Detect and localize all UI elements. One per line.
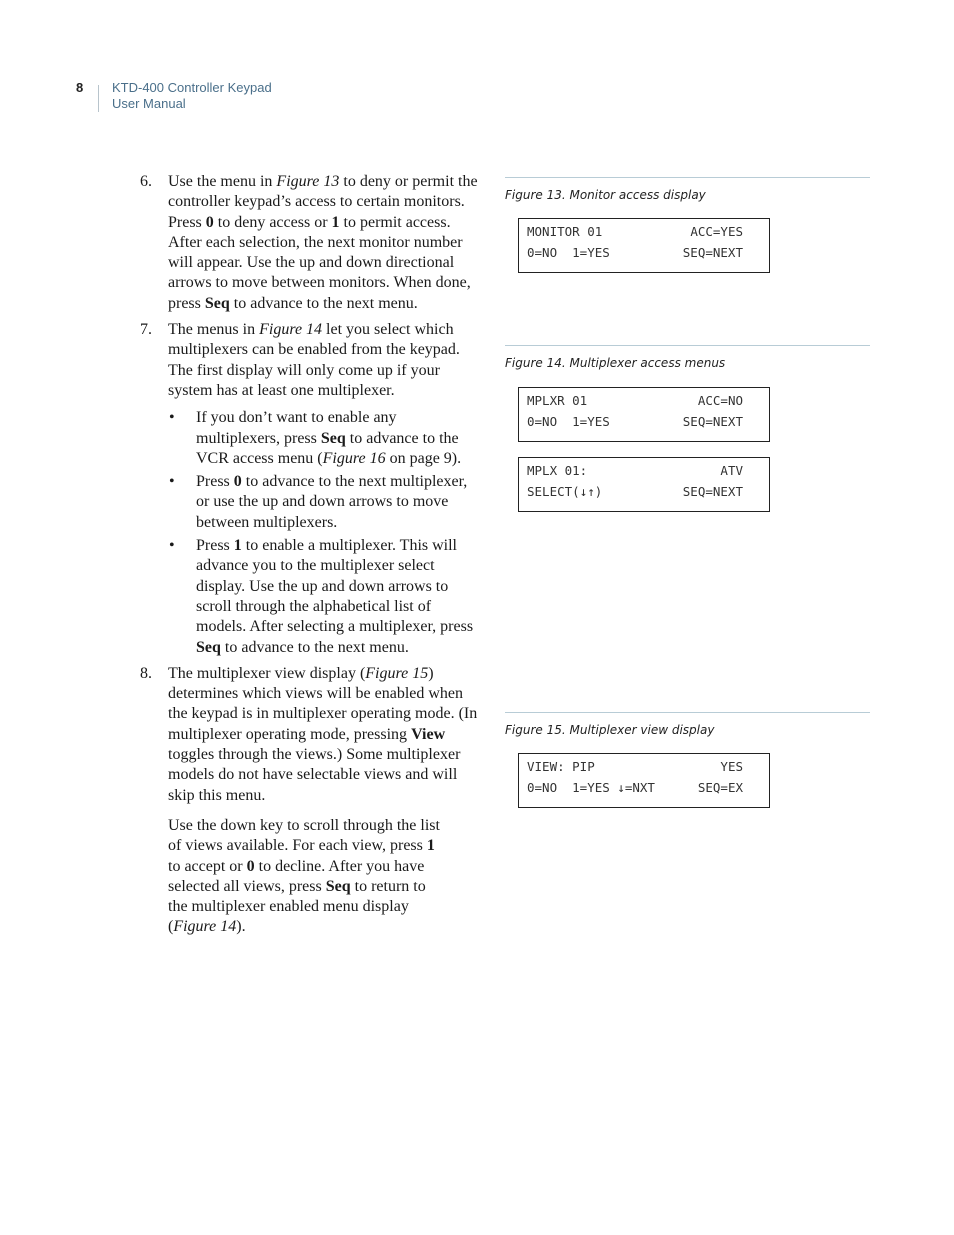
lcd-line-2 xyxy=(527,482,743,503)
bullet-marker: • xyxy=(169,537,175,555)
lcd-text: ACC=YES xyxy=(690,224,743,239)
body-text xyxy=(138,172,483,938)
lcd-text: 0=NO 1=YES ↓=NXT xyxy=(527,780,655,795)
figure-15-caption: Figure 15. Multiplexer view display xyxy=(505,723,715,737)
multiplexer-view-display xyxy=(518,753,770,808)
bullet-item xyxy=(168,408,483,469)
lcd-text: 0=NO 1=YES xyxy=(527,414,610,429)
bullet-marker: • xyxy=(169,409,175,427)
step-text: to permit access. After each selection, the next monitor number will appear. Use the up and down directional arrows to move between monitors. When done, press xyxy=(168,213,471,312)
bullet-text: to enable a multiplexer. This will advance you to the multiplexer select display. Use the up and down arrows to scroll through the alphabetical list of models. After selecting a multiplexer, press xyxy=(196,537,474,636)
lcd-text: ATV xyxy=(720,463,743,478)
lcd-text: VIEW: PIP xyxy=(527,759,595,774)
bullet-text: to advance to the next menu. xyxy=(220,638,409,656)
step-text: to deny or permit the controller keypad’s access to certain monitors. Press xyxy=(168,173,478,231)
step-text: to advance to the next menu. xyxy=(229,294,418,312)
lcd-text: SEQ=EX xyxy=(697,780,743,795)
lcd-text: 0=NO 1=YES xyxy=(527,245,610,260)
lcd-line-2 xyxy=(527,412,743,433)
step-8 xyxy=(138,664,483,806)
step-text: toggles through the views.) Some multiplexer models do not have selectable views and will skip this menu. xyxy=(168,746,461,804)
key-label: 1 xyxy=(426,837,435,855)
paragraph-text: to accept or xyxy=(168,857,247,875)
step-number: 7. xyxy=(140,321,152,339)
lcd-line-1 xyxy=(527,461,743,482)
bullet-text: Press xyxy=(196,473,234,491)
lcd-text: MPLXR 01 xyxy=(527,393,588,408)
bullet-text: Press xyxy=(196,537,234,555)
lcd-text: ACC=NO xyxy=(697,393,743,408)
step-number: 8. xyxy=(140,664,152,682)
lcd-text: MONITOR 01 xyxy=(527,224,603,239)
step-text: ) determines which views will be enabled when the keypad is in multiplexer operating mode. (In multiplexer operating mode, pressing xyxy=(168,664,478,743)
lcd-text: YES xyxy=(720,759,743,774)
page-number: 8 xyxy=(76,80,84,95)
multiplexer-access-display xyxy=(518,387,770,442)
header-title: KTD-400 Controller Keypad xyxy=(112,80,272,95)
bullet-list xyxy=(168,408,483,658)
key-label: 0 xyxy=(205,213,214,231)
bullet-text: to advance to the next multiplexer, or use the up and down arrows to move between multiplexers. xyxy=(196,473,468,531)
lcd-text: SEQ=NEXT xyxy=(682,414,743,429)
lcd-text: SEQ=NEXT xyxy=(682,484,743,499)
bullet-item xyxy=(168,472,483,533)
lcd-text: SELECT(↓↑) xyxy=(527,484,603,499)
paragraph-text: to return to the multiplexer enabled menu display ( xyxy=(168,877,426,936)
step-text: let you select which multiplexers can be enabled from the keypad. The first display will only come up if your system has at least one multiplexer. xyxy=(168,321,460,399)
lcd-line-1 xyxy=(527,222,743,243)
key-label: 0 xyxy=(233,473,242,491)
multiplexer-select-display xyxy=(518,457,770,512)
bullet-text: to advance to the VCR access menu ( xyxy=(196,429,459,467)
running-header xyxy=(112,80,272,112)
bullet-text: on page 9). xyxy=(385,449,462,467)
figure-reference: Figure 13 xyxy=(276,173,340,190)
step-text: The menus in xyxy=(168,321,260,339)
lcd-line-2 xyxy=(527,778,743,799)
lcd-line-1 xyxy=(527,391,743,412)
paragraph-text: Use the down key to scroll through the list of views available. For each view, press xyxy=(168,816,440,855)
lcd-text: MPLX 01: xyxy=(527,463,588,478)
key-label: Seq xyxy=(320,429,346,447)
figure-15-divider xyxy=(505,712,870,713)
header-subtitle: User Manual xyxy=(112,96,186,111)
step-7 xyxy=(138,320,483,658)
key-label: Seq xyxy=(204,294,230,312)
step-8-paragraph xyxy=(138,816,443,938)
figure-13-divider xyxy=(505,177,870,178)
figure-13-caption: Figure 13. Monitor access display xyxy=(505,188,706,202)
figure-reference: Figure 16 xyxy=(322,449,386,467)
key-label: Seq xyxy=(325,877,351,895)
key-label: 1 xyxy=(233,537,242,555)
lcd-line-1 xyxy=(527,757,743,778)
figure-reference: Figure 15 xyxy=(365,664,429,682)
paragraph-text: to decline. After you have selected all views, press xyxy=(168,857,425,895)
header-divider xyxy=(98,85,99,112)
step-text: The multiplexer view display ( xyxy=(168,664,366,682)
key-label: View xyxy=(411,725,446,743)
key-label: 0 xyxy=(246,857,255,875)
key-label: Seq xyxy=(196,638,221,656)
step-6 xyxy=(138,172,483,314)
key-label: 1 xyxy=(331,213,340,231)
bullet-text: If you don’t want to enable any multiplexers, press xyxy=(196,409,397,447)
step-text: to deny access or xyxy=(213,213,332,231)
step-number: 6. xyxy=(140,173,152,190)
monitor-access-display xyxy=(518,218,770,273)
figure-14-divider xyxy=(505,345,870,346)
bullet-marker: • xyxy=(169,473,175,491)
step-text: Use the menu in xyxy=(168,173,277,190)
figure-14-caption: Figure 14. Multiplexer access menus xyxy=(505,356,726,370)
figure-reference: Figure 14 xyxy=(259,321,323,339)
lcd-line-2 xyxy=(527,243,743,264)
bullet-item xyxy=(168,536,483,658)
figure-reference: Figure 14 xyxy=(173,918,237,936)
paragraph-text: ). xyxy=(236,918,246,936)
lcd-text: SEQ=NEXT xyxy=(682,245,743,260)
